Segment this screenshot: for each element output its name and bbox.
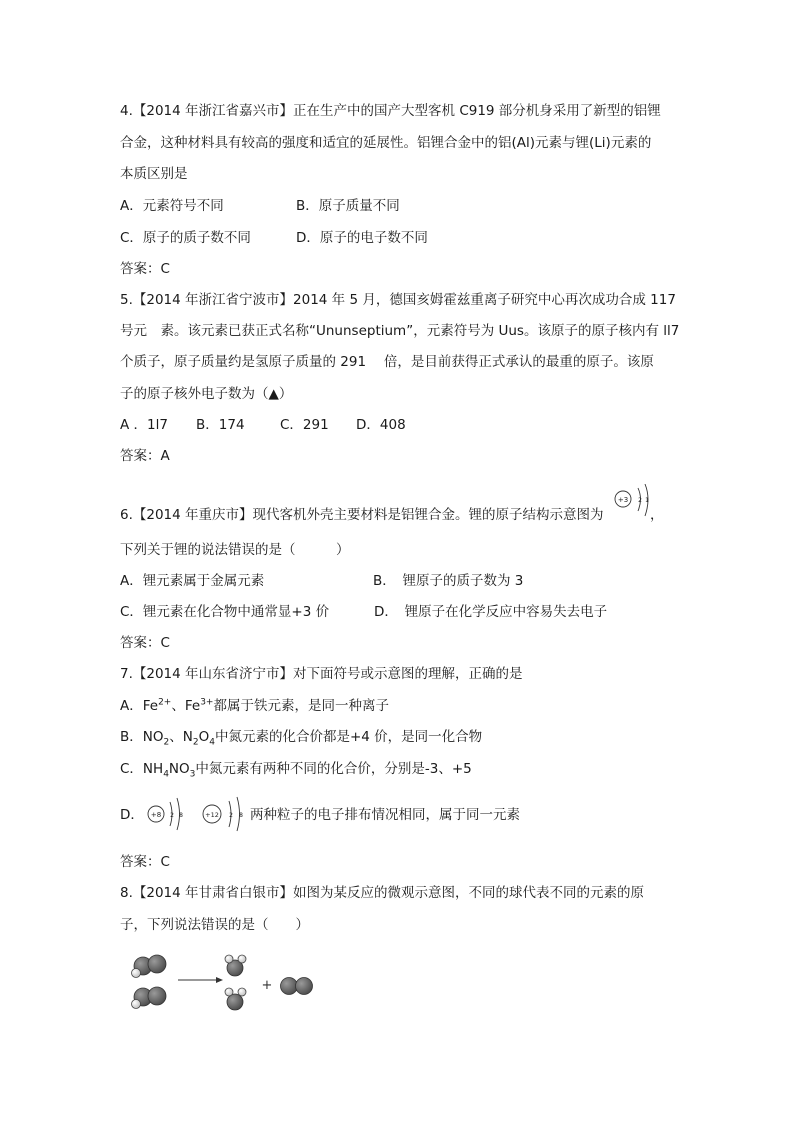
q5-line-4: 子的原子核外电子数为（▲） <box>120 386 293 402</box>
q7-answer: 答案：C <box>120 854 170 870</box>
product-molecule-1 <box>225 955 246 976</box>
oxygen-shell-1-count: 2 <box>170 812 174 819</box>
q4-option-c: C．原子的质子数不同 <box>120 230 251 246</box>
q7-option-a-post: 都属于铁元素，是同一种离子 <box>213 698 389 714</box>
q5-answer: 答案：A <box>120 448 170 464</box>
q4-line-1: 4.【2014 年浙江省嘉兴市】正在生产中的国产大型客机 C919 部分机身采用了新型的铝锂 <box>120 103 661 119</box>
reactant-molecule-2 <box>132 987 167 1009</box>
q5-option-d: D．408 <box>356 417 406 433</box>
q6-line-1: 6.【2014 年重庆市】现代客机外壳主要材料是铝锂合金。锂的原子结构示意图为 <box>120 507 604 523</box>
reaction-arrow-icon <box>178 977 223 983</box>
q7-option-d-label: D． <box>120 807 144 823</box>
q8-line-1: 8.【2014 年甘肃省白银市】如图为某反应的微观示意图，不同的球代表不同的元素的原 <box>120 885 645 901</box>
magnesium-shell-2-count: 8 <box>239 812 243 819</box>
q5-line-2: 号元 素。该元素已获正式名称“Ununseptium”，元素符号为 Uus。该原子的原子核内有 ll7 <box>120 323 680 339</box>
nh4-subscript: 4 <box>163 769 169 780</box>
no3-subscript: 3 <box>189 769 196 780</box>
q5-option-b: B．174 <box>196 417 245 433</box>
q7-option-b <box>120 728 482 746</box>
q7-line-1: 7.【2014 年山东省济宁市】对下面符号或示意图的理解，正确的是 <box>120 666 523 682</box>
q5-option-a: A ．1l7 <box>120 417 168 433</box>
q6-option-a: A．锂元素属于金属元素 <box>120 573 265 589</box>
lithium-shell-1-count: 2 <box>638 497 642 504</box>
q7-option-b-post: 中氮元素的化合价都是+4 价，是同一化合物 <box>214 729 483 745</box>
magnesium-nucleus-charge: +12 <box>205 811 219 819</box>
q4-answer: 答案：C <box>120 261 170 277</box>
lithium-nucleus-charge: +3 <box>617 496 629 504</box>
q4-line-3: 本质区别是 <box>120 166 188 182</box>
q6-line-1-end: ， <box>650 507 664 523</box>
q7-option-c <box>120 760 472 778</box>
q8-line-2: 子，下列说法错误的是（ ） <box>120 917 309 933</box>
q5-line-3: 个质子，原子质量约是氢原子质量的 291 倍，是目前获得正式承认的最重的原子。该原 <box>120 354 654 370</box>
q4-option-b: B．原子质量不同 <box>296 198 400 214</box>
q7-option-b-mid: 、N <box>169 729 193 745</box>
no2-subscript: 2 <box>163 737 170 748</box>
reactant-molecule-1 <box>132 955 167 978</box>
q7-option-b-mid2: O <box>198 729 210 745</box>
q7-option-c-pre: C．NH <box>120 761 164 777</box>
magnesium-ion-diagram <box>200 796 250 832</box>
oxygen-shell-2-count: 8 <box>179 812 183 819</box>
q7-option-c-mid: NO <box>168 761 190 777</box>
q7-option-a-pre: A．Fe <box>120 698 159 714</box>
q6-answer: 答案：C <box>120 635 170 651</box>
q7-option-d-text: 两种粒子的电子排布情况相同，属于同一元素 <box>250 807 520 823</box>
reaction-plus-sign: + <box>261 978 273 993</box>
q6-option-c: C．锂元素在化合物中通常显+3 价 <box>120 604 330 620</box>
q7-option-a <box>120 697 389 715</box>
q6-option-d: D． 锂原子在化学反应中容易失去电子 <box>374 604 608 620</box>
q7-option-c-post: 中氮元素有两种不同的化合价，分别是-3、+5 <box>195 761 472 777</box>
fe2-charge: 2+ <box>158 697 172 708</box>
lithium-shell-2-count: 1 <box>645 497 649 504</box>
q4-option-d: D．原子的电子数不同 <box>296 230 428 246</box>
fe3-charge: 3+ <box>200 697 214 708</box>
n2o4-o-subscript: 4 <box>209 737 215 748</box>
product-molecule-2 <box>225 988 246 1010</box>
q4-option-a: A．元素符号不同 <box>120 198 224 214</box>
q6-line-2: 下列关于锂的说法错误的是（ ） <box>120 542 350 558</box>
q6-option-b: B． 锂原子的质子数为 3 <box>373 573 524 589</box>
q4-line-2: 合金，这种材料具有较高的强度和适宜的延展性。铝锂合金中的铝(Al)元素与锂(Li)元素的 <box>120 135 652 151</box>
magnesium-shell-1-count: 2 <box>229 812 233 819</box>
q5-option-c: C．291 <box>280 417 329 433</box>
q7-option-a-mid: 、Fe <box>171 698 201 714</box>
oxygen-ion-diagram <box>144 796 190 832</box>
q7-option-b-pre: B．NO <box>120 729 164 745</box>
product-molecule-3 <box>281 978 313 995</box>
n2o4-n-subscript: 2 <box>192 737 199 748</box>
oxygen-nucleus-charge: +8 <box>150 811 162 819</box>
q5-line-1: 5.【2014 年浙江省宁波市】2014 年 5 月，德国亥姆霍兹重离子研究中心再次成功合成 117 <box>120 292 676 308</box>
reaction-micro-diagram <box>126 944 352 1020</box>
